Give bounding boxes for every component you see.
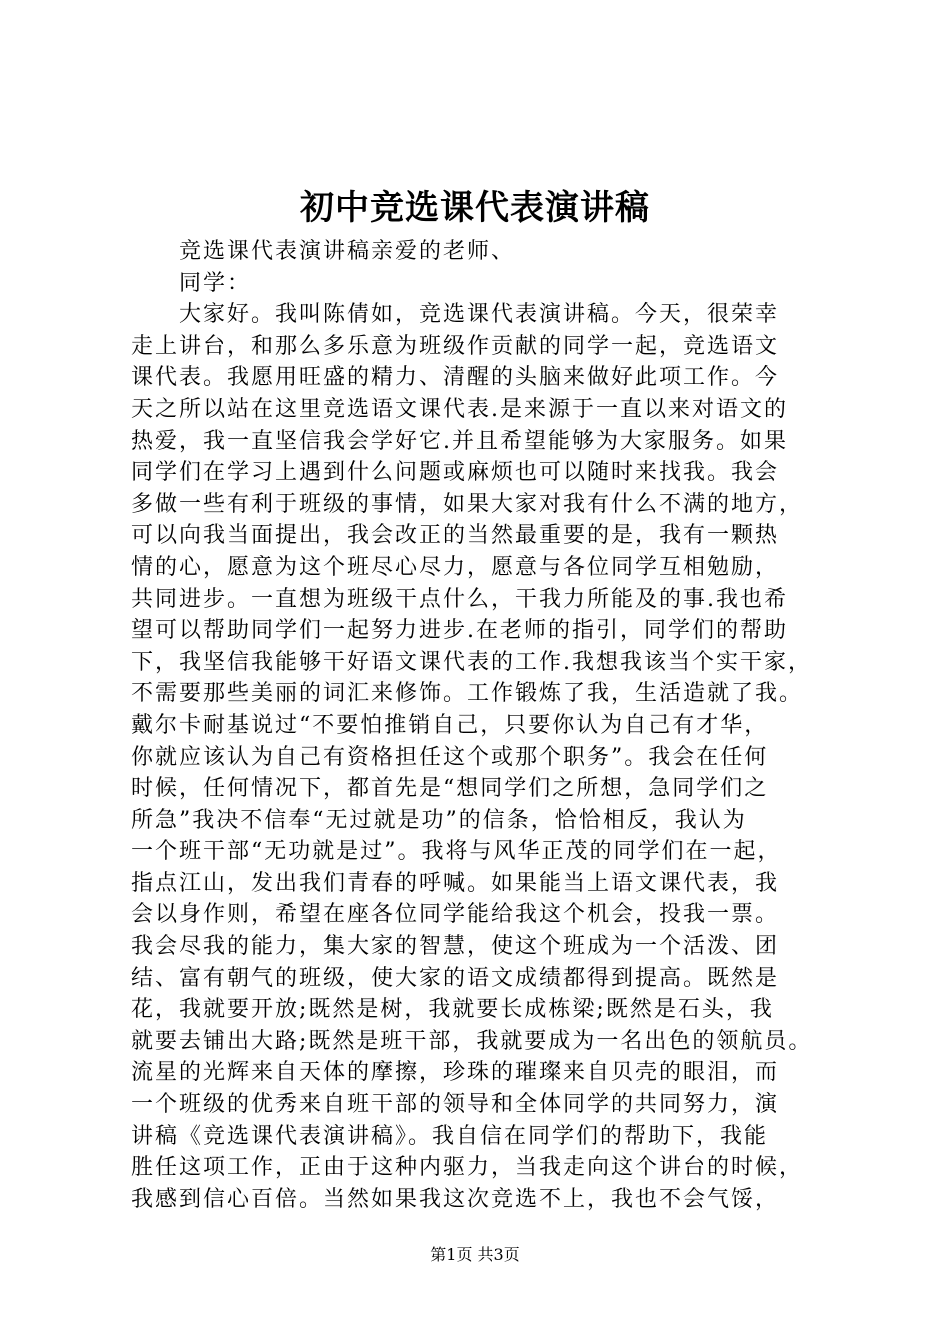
- body-line: 流星的光辉来自天体的摩擦，珍珠的璀璨来自贝壳的眼泪，而: [131, 1060, 780, 1086]
- body-line: 结、富有朝气的班级，使大家的语文成绩都得到提高。既然是: [131, 965, 780, 991]
- body-line: 竞选课代表演讲稿亲爱的老师、: [179, 239, 516, 264]
- body-line: 会以身作则，希望在座各位同学能给我这个机会，投我一票。: [131, 902, 780, 928]
- body-line: 指点江山，发出我们青春的呼喊。如果能当上语文课代表，我: [131, 870, 780, 896]
- body-line: 一个班级的优秀来自班干部的领导和全体同学的共同努力，演: [131, 1092, 780, 1118]
- body-line: 我会尽我的能力，集大家的智慧，使这个班成为一个活泼、团: [131, 934, 780, 960]
- body-line: 戴尔卡耐基说过“不要怕推销自己，只要你认为自己有才华，: [131, 712, 769, 738]
- document-title: 初中竞选课代表演讲稿: [300, 188, 650, 228]
- page-footer: 第1页 共3页: [430, 1245, 520, 1264]
- body-line: 我感到信心百倍。当然如果我这次竞选不上，我也不会气馁，: [131, 1186, 780, 1212]
- body-line: 热爱，我一直坚信我会学好它.并且希望能够为大家服务。如果: [131, 428, 788, 454]
- body-line: 讲稿《竞选课代表演讲稿》。我自信在同学们的帮助下，我能: [131, 1123, 769, 1149]
- body-line: 情的心，愿意为这个班尽心尽力，愿意与各位同学互相勉励，: [131, 554, 780, 580]
- body-line: 走上讲台，和那么多乐意为班级作贡献的同学一起，竞选语文: [131, 333, 780, 359]
- body-line: 就要去铺出大路;既然是班干部，我就要成为一名出色的领航员。: [131, 1028, 813, 1054]
- body-line: 你就应该认为自己有资格担任这个或那个职务”。我会在任何: [131, 744, 769, 770]
- body-line: 可以向我当面提出，我会改正的当然最重要的是，我有一颗热: [131, 523, 780, 549]
- body-line: 不需要那些美丽的词汇来修饰。工作锻炼了我，生活造就了我。: [131, 681, 804, 707]
- body-line: 课代表。我愿用旺盛的精力、清醒的头脑来做好此项工作。今: [131, 365, 780, 391]
- body-line: 一个班干部“无功就是过”。我将与风华正茂的同学们在一起，: [131, 839, 782, 865]
- body-line: 同学：: [179, 270, 252, 296]
- body-line: 天之所以站在这里竞选语文课代表.是来源于一直以来对语文的: [131, 396, 788, 422]
- body-line: 共同进步。一直想为班级干点什么，干我力所能及的事.我也希: [131, 586, 788, 612]
- body-line: 所急”我决不信奉“无过就是功”的信条，恰恰相反，我认为: [131, 807, 747, 833]
- body-line: 同学们在学习上遇到什么问题或麻烦也可以随时来找我。我会: [131, 460, 780, 486]
- body-line: 多做一些有利于班级的事情，如果大家对我有什么不满的地方，: [131, 491, 804, 517]
- body-line: 胜任这项工作，正由于这种内驱力，当我走向这个讲台的时候，: [131, 1155, 804, 1181]
- body-line: 下，我坚信我能够干好语文课代表的工作.我想我该当个实干家，: [131, 649, 812, 675]
- body-line: 望可以帮助同学们一起努力进步.在老师的指引，同学们的帮助: [131, 618, 788, 644]
- document-body: [131, 236, 853, 1215]
- body-line: 时候，任何情况下，都首先是“想同学们之所想，急同学们之: [131, 776, 769, 802]
- body-line: 大家好。我叫陈倩如，竞选课代表演讲稿。今天，很荣幸: [179, 302, 780, 328]
- body-line: 花，我就要开放;既然是树，我就要长成栋梁;既然是石头，我: [131, 997, 774, 1023]
